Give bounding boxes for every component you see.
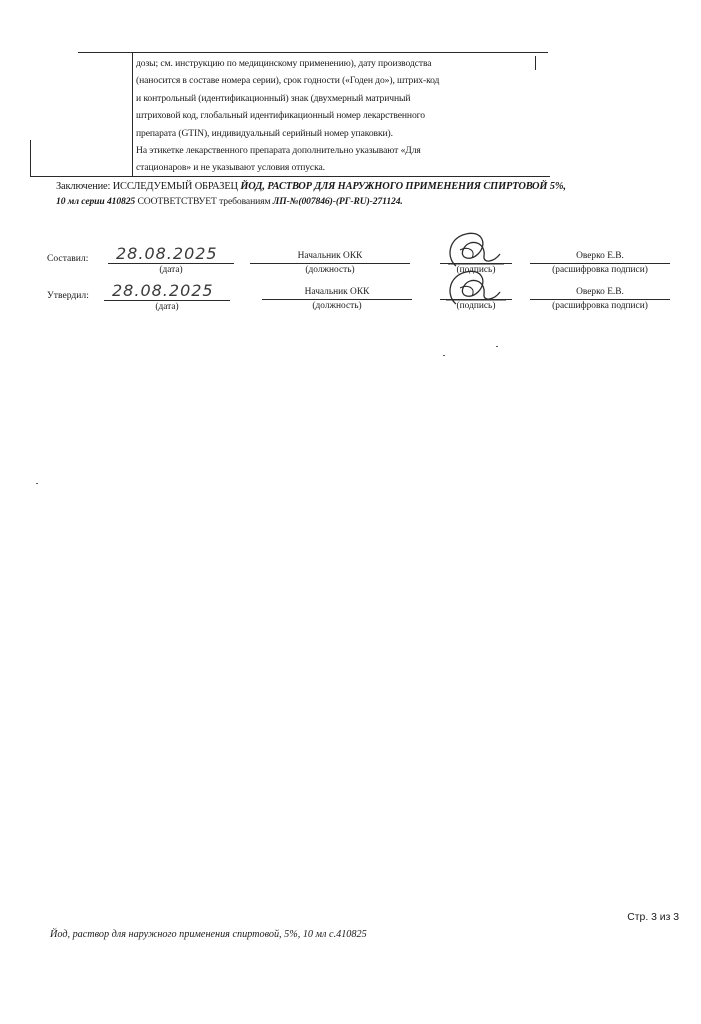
signature-caption: (подпись) <box>456 265 496 275</box>
name-underline <box>530 263 670 264</box>
position-value: Начальник ОКК <box>297 251 363 261</box>
scan-speck <box>443 355 445 356</box>
conclusion-complies: СООТВЕТСТВУЕТ требованиям <box>137 196 271 207</box>
conclusion-document: ЛП-№(007846)-(РГ-RU)-271124. <box>272 196 403 207</box>
conclusion-label: Заключение: <box>56 181 111 192</box>
role-label: Составил: <box>47 253 89 264</box>
signature-underline <box>440 263 512 264</box>
table-cell-line: стационаров» и не указывают условия отпуска. <box>136 162 325 174</box>
position-value: Начальник ОКК <box>304 287 370 297</box>
signature-underline <box>440 299 512 300</box>
signature-caption: (подпись) <box>456 301 496 311</box>
table-cell-line: и контрольный (идентификационный) знак (двухмерный матричный <box>136 92 411 104</box>
role-label: Утвердил: <box>47 290 89 301</box>
page-number: Стр. 3 из 3 <box>627 912 679 923</box>
table-right-border <box>535 56 536 70</box>
table-cell-line: На этикетке лекарственного препарата дополнительно указывают «Для <box>136 145 421 157</box>
table-cell-line: дозы; см. инструкцию по медицинскому применению), дату производства <box>136 58 432 69</box>
table-cell-line: препарата (GTIN), индивидуальный серийный номер упаковки). <box>136 127 393 139</box>
name-caption: (расшифровка подписи) <box>552 265 648 275</box>
table-top-border <box>78 52 548 53</box>
name-underline <box>530 299 670 300</box>
table-cell-text <box>136 55 531 177</box>
position-caption: (должность) <box>312 301 362 311</box>
table-left-border <box>30 140 31 177</box>
position-underline <box>250 263 410 264</box>
conclusion-line-2 <box>56 196 403 207</box>
conclusion-text: ИССЛЕДУЕМЫЙ ОБРАЗЕЦ <box>112 181 238 192</box>
conclusion-series: 10 мл серии 410825 <box>56 196 136 207</box>
name-caption: (расшифровка подписи) <box>552 301 648 311</box>
date-underline <box>108 263 234 264</box>
scan-speck <box>36 483 38 484</box>
conclusion-line <box>56 181 566 192</box>
footer-product-line: Йод, раствор для наружного применения спиртовой, 5%, 10 мл с.410825 <box>50 929 367 940</box>
position-caption: (должность) <box>305 265 355 275</box>
position-underline <box>262 299 412 300</box>
date-caption: (дата) <box>159 265 183 275</box>
date-caption: (дата) <box>155 302 179 312</box>
scan-speck <box>496 346 498 347</box>
name-value: Оверко Е.В. <box>576 251 624 261</box>
handwritten-date: 28.08.2025 <box>112 281 214 300</box>
date-underline <box>104 300 230 301</box>
table-cell-line: (наносится в составе номера серии), срок годности («Годен до»), штрих-код <box>136 75 440 87</box>
name-value: Оверко Е.В. <box>576 287 624 297</box>
table-cell-line: штриховой код, глобальный идентификационный номер лекарственного <box>136 110 425 122</box>
table-column-divider <box>132 52 133 177</box>
handwritten-date: 28.08.2025 <box>116 244 218 263</box>
conclusion-product: ЙОД, РАСТВОР ДЛЯ НАРУЖНОГО ПРИМЕНЕНИЯ СПИРТОВОЙ 5%, <box>240 181 566 192</box>
